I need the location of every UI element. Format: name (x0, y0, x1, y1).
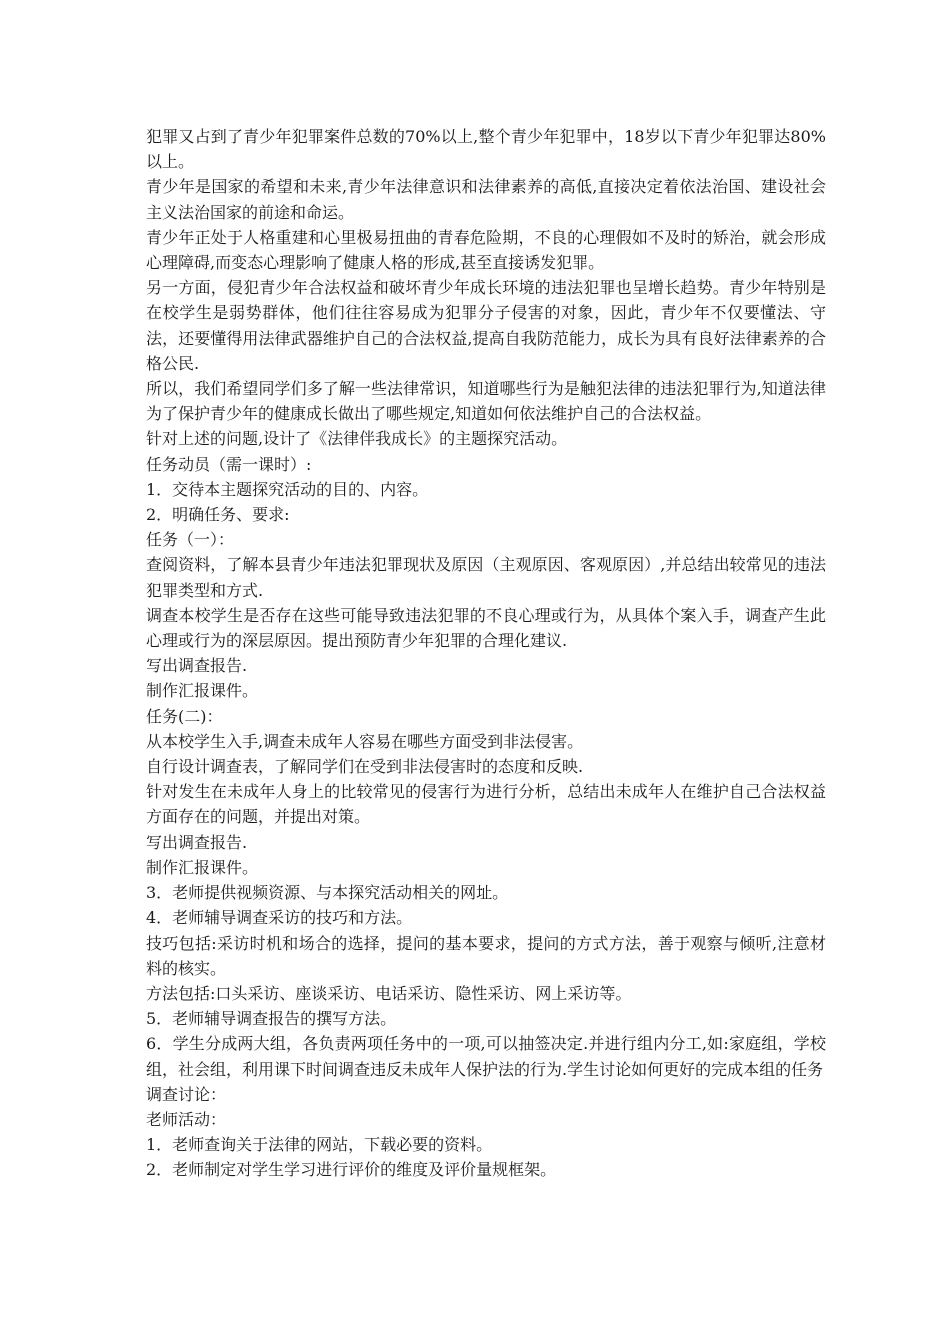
paragraph: 针对上述的问题,设计了《法律伴我成长》的主题探究活动。 (146, 429, 568, 449)
paragraph: 技巧包括:采访时机和场合的选择，提问的基本要求，提问的方式方法，善于观察与倾听,注意材料的核实。 (146, 933, 826, 978)
section-heading: 任务动员（需一课时）: (146, 454, 312, 474)
list-item: 3．老师提供视频资源、与本探究活动相关的网址。 (146, 883, 509, 903)
paragraph: 犯罪又占到了青少年犯罪案件总数的70%以上,整个青少年犯罪中，18岁以下青少年犯罪达80%以上。 (146, 127, 826, 172)
list-item: 1．交待本主题探究活动的目的、内容。 (146, 479, 429, 499)
list-item: 6．学生分成两大组，各负责两项任务中的一项,可以抽签决定.并进行组内分工,如:家庭组，学校组，社会组，利用课下时间调查违反未成年人保护法的行为.学生讨论如何更好的完成本组的任务 (146, 1034, 826, 1079)
paragraph: 写出调查报告. (146, 832, 248, 852)
task-heading: 任务(二)： (146, 706, 223, 726)
document-body (146, 124, 826, 1183)
paragraph: 从本校学生入手,调查未成年人容易在哪些方面受到非法侵害。 (146, 731, 584, 751)
paragraph: 查阅资料，了解本县青少年违法犯罪现状及原因（主观原因、客观原因）,并总结出较常见的违法犯罪类型和方式. (146, 555, 826, 600)
paragraph: 青少年是国家的希望和未来,青少年法律意识和法律素养的高低,直接决定着依法治国、建设社会主义法治国家的前途和命运。 (146, 177, 826, 222)
list-item: 2．老师制定对学生学习进行评价的维度及评价量规框架。 (146, 1160, 557, 1180)
paragraph: 写出调查报告. (146, 656, 248, 676)
paragraph: 制作汇报课件。 (146, 681, 259, 701)
paragraph: 另一方面，侵犯青少年合法权益和破坏青少年成长环境的违法犯罪也呈增长趋势。青少年特别是在校学生是弱势群体，他们往往容易成为犯罪分子侵害的对象，因此，青少年不仅要懂法、守法，还要懂得用法律武器维护自己的合法权益,提高自我防范能力，成长为具有良好法律素养的合格公民. (146, 278, 826, 373)
task-heading: 任务（一）： (146, 530, 235, 550)
paragraph: 调查本校学生是否存在这些可能导致违法犯罪的不良心理或行为，从具体个案入手，调查产生此心理或行为的深层原因。提出预防青少年犯罪的合理化建议. (146, 605, 826, 651)
paragraph: 制作汇报课件。 (146, 857, 259, 877)
paragraph: 方法包括:口头采访、座谈采访、电话采访、隐性采访、网上采访等。 (146, 983, 632, 1003)
paragraph: 所以，我们希望同学们多了解一些法律常识，知道哪些行为是触犯法律的违法犯罪行为,知道法律为了保护青少年的健康成长做出了哪些规定,知道如何依法维护自己的合法权益。 (146, 379, 826, 424)
list-item: 1．老师查询关于法律的网站，下载必要的资料。 (146, 1135, 493, 1155)
list-item: 5．老师辅导调查报告的撰写方法。 (146, 1009, 397, 1029)
paragraph: 青少年正处于人格重建和心里极易扭曲的青春危险期，不良的心理假如不及时的矫治，就会形成心理障碍,而变态心理影响了健康人格的形成,甚至直接诱发犯罪。 (146, 227, 826, 273)
list-item: 4．老师辅导调查采访的技巧和方法。 (146, 908, 413, 928)
list-item: 2．明确任务、要求: (146, 505, 290, 525)
section-heading: 调查讨论： (146, 1084, 227, 1104)
paragraph: 自行设计调查表，了解同学们在受到非法侵害时的态度和反映. (146, 757, 584, 777)
section-heading: 老师活动： (146, 1109, 227, 1129)
paragraph: 针对发生在未成年人身上的比较常见的侵害行为进行分析，总结出未成年人在维护自己合法权益方面存在的问题，并提出对策。 (146, 782, 826, 827)
